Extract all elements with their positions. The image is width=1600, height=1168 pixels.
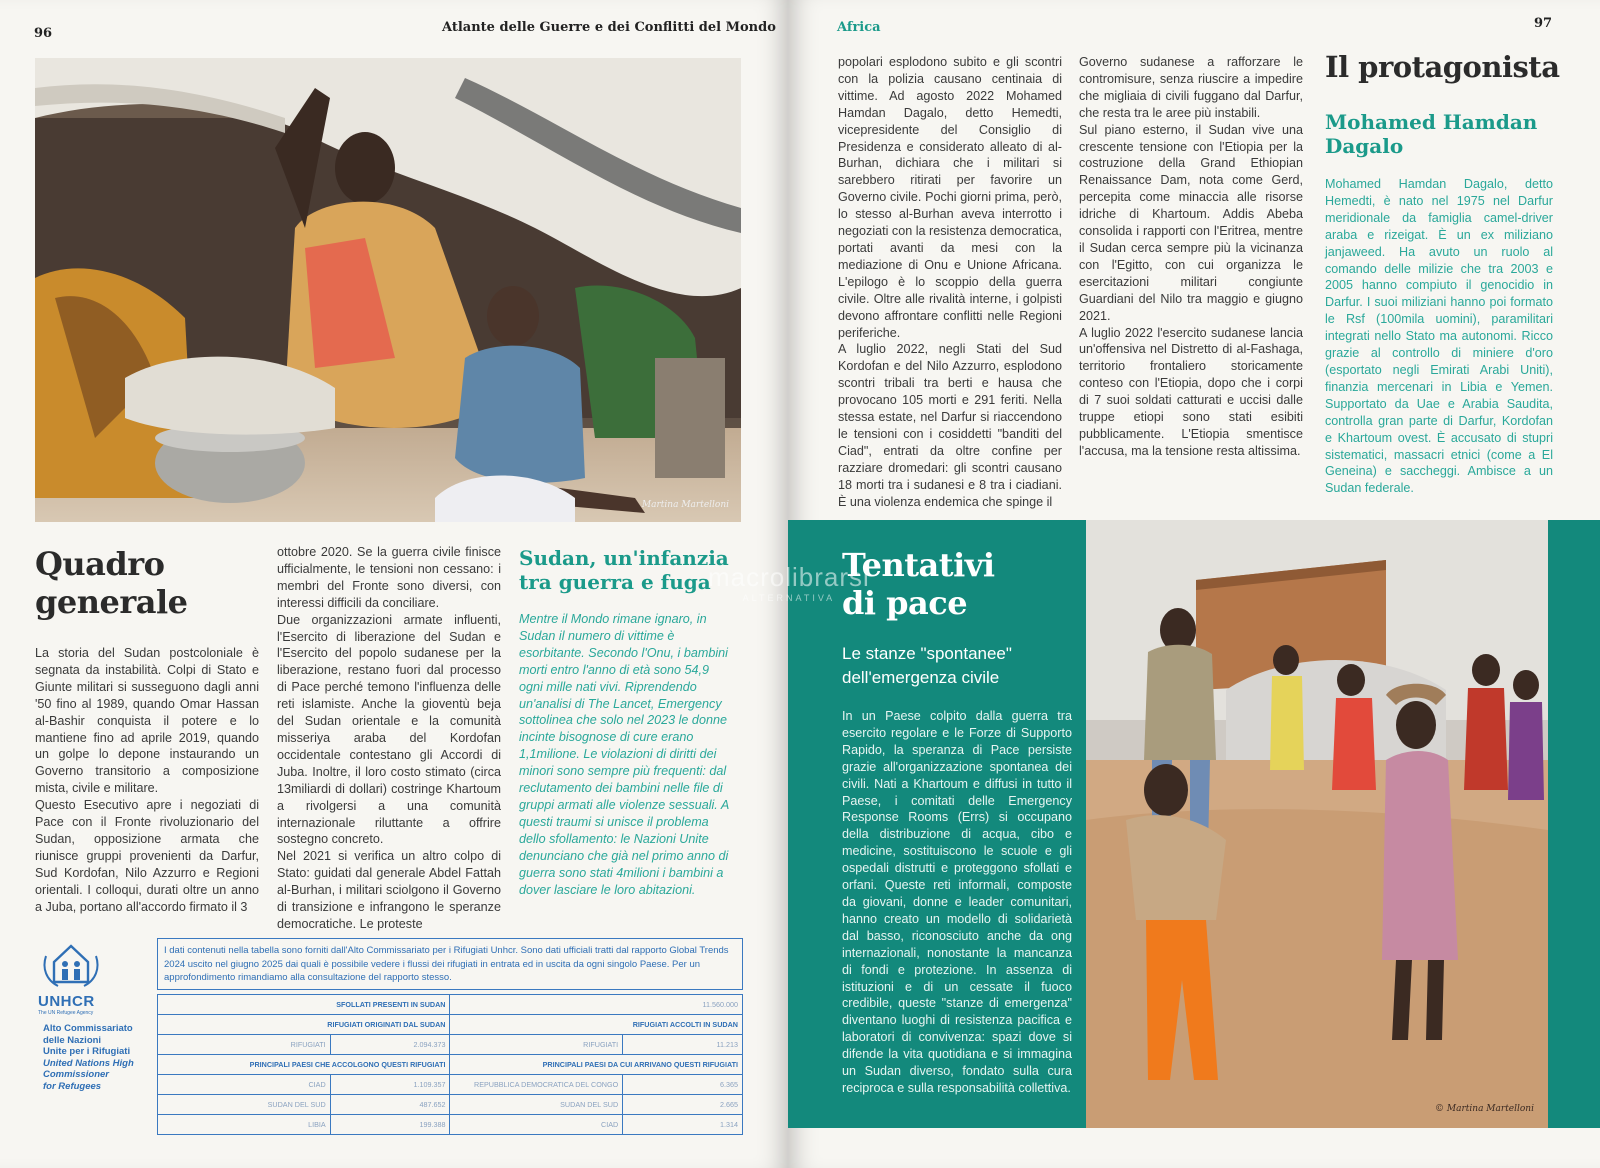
accolti-label: RIFUGIATI [450,1035,623,1055]
origin-country: REPUBBLICA DEMOCRATICA DEL CONGO [450,1075,623,1095]
table-row [158,1055,743,1075]
protagonista-heading: Il protagonista [1325,50,1560,84]
children-camp-photo [1086,520,1548,1128]
unhcr-logo-sub: The UN Refugee Agency [38,1010,94,1016]
teal-edge-strip [1548,520,1600,1128]
right-column-2 [1079,54,1303,460]
host-value: 487.652 [330,1095,450,1115]
photo-illustration [35,58,741,522]
originati-label: RIFUGIATI [158,1035,331,1055]
agency-it-3: Unite per i Rifugiati [43,1046,131,1057]
table-row [158,1075,743,1095]
accolti-value: 11.213 [623,1035,743,1055]
page-number-left: 96 [34,26,53,41]
photo-credit-right: © Martina Martelloni [1435,1104,1534,1114]
table-row [158,1115,743,1135]
quadro-paragraph-2: Questo Esecutivo apre i negoziati di Pace con il Fronte rivoluzionario del Sudan, opposizione armata che riunisce gruppi provenienti da Darfur, Sud Kordofan, Nilo Azzurro e Regioni orientali. I colloqui, durati oltre un anno a Juba, portano all'accordo firmato il 3 [35,798,259,914]
refugee-tent-photo [35,58,741,522]
table-row [158,1015,743,1035]
host-country: LIBIA [158,1115,331,1135]
right-column-1 [838,54,1062,510]
pace-text: In un Paese colpito dalla guerra tra esercito regolare e le Forze di Supporto Rapido, la speranza di Pace persiste grazie all'organizzazione spontanea dei civili. Nati a Khartoum e diffusi in tutto il Paese, i comitati delle Emergency Response Rooms (Errs) si occupano della distribuzione di acqua, cibo e medicine, sostituiscono le scuole e gli ospedali distrutti e proteggono sfollati e orfani. Queste reti informali, composte da giovani, donne e leader comunitari, hanno creato un modello di solidarietà dal basso, riconosciuto anche da ong internazionali, nonostante la mancanza di fondi e protezione. In assenza di istituzioni e di un cessate il fuoco credibile, queste "stanze di emergenza" diventano luoghi di resistenza pacifica e laboratori di convivenza: spazi dove si difende la vita quotidiana e si immagina un Sudan diverso, fondato sulla cura reciproca e sulla responsabilità collettiva. [842,709,1072,1095]
quadro-column [35,645,259,916]
watermark-text: macrolibrarsi [708,562,870,592]
agency-it-2: delle Nazioni [43,1034,102,1046]
origin-value: 6.365 [623,1075,743,1095]
col2-paragraph-2: Due organizzazioni armate influenti, l'Esercito di liberazione del Sudan e l'Esercito del popolo sudanese per la liberazione, restano fuori dal processo di Pace perché temono l'influenza delle reti islamiste. Anche la gioventù beja del Sudan orientale e la comunità misseriya araba del Kordofan occidentale contestano gli Accordi di Juba. Inoltre, il loro costo stimato (circa 13miliardi di dollari) costringe Khartoum a rivolgersi a una comunità internazionale riluttante a offrire sostegno concreto. [277,612,501,847]
sfollati-label: SFOLLATI PRESENTI IN SUDAN [158,995,450,1015]
running-title: Atlante delle Guerre e dei Conflitti del Mondo [442,20,776,35]
infanzia-text: Mentre il Mondo rimane ignaro, in Sudan il numero di vittime è esorbitante. Secondo l'Onu, i bambini morti entro l'anno di età sono 54,9 ogni mille nati vivi. Riprendendo un'analisi di The Lancet, Emergency sottolinea che solo nel 2023 le donne incinte bisognose di cure erano 1,1milione. Le violazioni di diritti dei minori sono sempre più frequenti: dal reclutamento dei bambini nelle file di gruppi armati alle violenze sessuali. A questi traumi si unisce il problema dello sfollamento: le Nazioni Unite denunciano che già nel primo anno di guerra sono stati 4milioni i bambini a dover lasciare le loro abitazioni. [519,612,729,897]
page-number-right: 97 [1534,16,1553,31]
accolti-head: RIFUGIATI ACCOLTI IN SUDAN [450,1015,743,1035]
quadro-title-line1: Quadro [35,545,165,583]
agency-en-1: United Nations High [43,1057,134,1069]
origin-value: 2.665 [623,1095,743,1115]
host-value: 1.109.357 [330,1075,450,1095]
table-row [158,995,743,1015]
col2-paragraph-3: Nel 2021 si verifica un altro colpo di Stato: guidati dal generale Abdel Fattah al-Burhan, i militari sciolgono il Governo di transizione e infrangono le speranze democratiche. Le proteste [277,849,501,931]
photo-illustration [1086,520,1548,1128]
r-col1-paragraph-2: A luglio 2022, negli Stati del Sud Kordofan e del Nilo Azzurro, esplodono scontri tribali tra berti e hausa che provocano 105 morti e 291 feriti. Nella stessa estate, nel Darfur si riaccendono le tensioni con i cosiddetti "banditi del Ciad", entrati da oltre confine per razziare dromedari: gli scontri causano 18 morti tra i sudanesi e 8 tra i ciadiani. È una violenza endemica che spinge il [838,342,1062,509]
running-section: Africa [837,20,881,35]
left-column-2 [277,544,501,933]
protagonista-name: Mohamed Hamdan Dagalo [1325,110,1538,158]
table-row [158,1035,743,1055]
origin-head: PRINCIPALI PAESI DA CUI ARRIVANO QUESTI RIFUGIATI [450,1055,743,1075]
unhcr-data-table [157,994,743,1135]
agency-it-1: Alto Commissariato [43,1023,133,1034]
agency-en-3: for Refugees [43,1080,102,1092]
r-col1-paragraph-1: popolari esplodono subito e gli scontri con la polizia causano centinaia di vittime. Ad agosto 2022 Mohamed Hamdan Dagalo, detto Hemedti, vicepresidente del Consiglio di Presidenza e considerato alleato di al-Burhan, dichiara che i militari si sarebbero ritirati per favorire un Governo civile. Pochi giorni prima, però, lo stesso al-Burhan aveva interrotto i negoziati con la resistenza democratica, portati avanti da mesi con la mediazione di Onu e Unione Africana. L'epilogo è lo scoppio della guerra civile. Oltre alle rivalità interne, i golpisti devono affrontare conflitti nelle Regioni periferiche. [838,55,1063,340]
unhcr-logo-text: UNHCR [38,993,95,1010]
origin-country: SUDAN DEL SUD [450,1095,623,1115]
r-col2-paragraph-2: Sul piano esterno, il Sudan vive una crescente tensione con l'Etiopia per la costruzione della Grand Ethiopian Renaissance Dam, nota come Gerd, percepita come minaccia alle risorse idriche di Khartoum. Addis Abeba consolida i rapporti con l'Eritrea, mentre il Sudan cerca sempre più la vicinanza con l'Egitto, con cui organizza le esercitazioni militari congiunte Guardiani del Nilo tra maggio e giugno 2021. [1079,122,1303,323]
protagonista-text: Mohamed Hamdan Dagalo, detto Hemedti, è nato nel 1975 nel Darfur meridionale da famiglia camel-driver araba e rizeigat. È un ex miliziano janjaweed. Ha avuto un ruolo al comando delle milizie che tra 2003 e 2005 hanno compiuto il genocidio in Darfur. I suoi miliziani hanno poi formato le Rsf (100mila uomini), paramilitari integrati nello Stato ma autonomi. Ricco grazie al controllo di miniere d'oro (esportato negli Emirati Arabi Uniti), finanzia mercenari in Libia e Yemen. Supportato da Uae e Arabia Saudita, controlla gran parte di Darfur, Kordofan e Khartoum ovest. È accusato di stupri sistematici, massacri etnici (come a El Geneina) e saccheggi. Ambisce a un Sudan federale. [1325,177,1553,496]
pace-title-line1: Tentativi [842,546,995,584]
pace-subtitle: Le stanze "spontanee" dell'emergenza civile [842,644,1012,687]
quadro-title-line2: generale [35,583,188,621]
watermark [708,562,870,603]
host-value: 199.388 [330,1115,450,1135]
r-col2-paragraph-1: Governo sudanese a rafforzare le contromisure, senza riuscire a impedire che migliaia di civili fuggano dal Darfur, che resta tra le aree più instabili. [1079,55,1303,120]
host-country: SUDAN DEL SUD [158,1095,331,1115]
host-country: CIAD [158,1075,331,1095]
unhcr-note: I dati contenuti nella tabella sono forniti dall'Alto Commissariato per i Rifugiati Unhcr. Sono dati ufficiali tratti dal rapporto Global Trends 2024 uscito nel giugno 2025 dai quali è possibile vedere i flussi dei rifugiati in entrata ed in uscita da ogni singolo Paese. Per un approfondimento rimandiamo alla consultazione del rapporto stesso. [157,938,743,990]
originati-head: RIFUGIATI ORIGINATI DAL SUDAN [158,1015,450,1035]
origin-value: 1.314 [623,1115,743,1135]
r-col2-paragraph-3: A luglio 2022 l'esercito sudanese lancia un'offensiva nel Distretto di al-Fashaga, territorio frontaliero storicamente conteso con l'Etiopia, dopo che i corpi di 7 suoi soldati catturati e uccisi dalle truppe etiopi sono stati esibiti pubblicamente. L'Etiopia smentisce l'accusa, ma la tensione resta altissima. [1079,325,1303,458]
sfollati-value: 11.560.000 [450,995,743,1015]
table-row [158,1095,743,1115]
unhcr-agency-name [43,1023,153,1092]
photo-credit-left: Martina Martelloni [641,500,729,510]
col2-paragraph-1: ottobre 2020. Se la guerra civile finisce ufficialmente, le tensioni non cessano: i membri del Fronte sono diversi, con interessi difficili da conciliare. [277,545,501,610]
quadro-paragraph-1: La storia del Sudan postcoloniale è segnata da instabilità. Colpi di Stato e Giunte militari si susseguono dagli anni '50 fino al 1989, quando Omar Hassan al-Bashir conquista il potere e lo mantiene fino ad aprile 2019, quando un golpe lo depone instaurando un Governo transitorio a composizione mista, civile e militare. [35,646,259,796]
watermark-subtext: ALTERNATIVA [742,593,836,603]
infanzia-title: Sudan, un'infanzia tra guerra e fuga [519,546,729,594]
host-head: PRINCIPALI PAESI CHE ACCOLGONO QUESTI RIFUGIATI [158,1055,450,1075]
quadro-title [35,545,187,621]
agency-en-2: Commissioner [43,1069,109,1080]
originati-value: 2.094.373 [330,1035,450,1055]
unhcr-logo [38,942,118,1016]
origin-country: CIAD [450,1115,623,1135]
pace-title-line2: di pace [842,584,968,622]
left-page [0,0,788,1168]
unhcr-emblem-icon [38,942,104,990]
